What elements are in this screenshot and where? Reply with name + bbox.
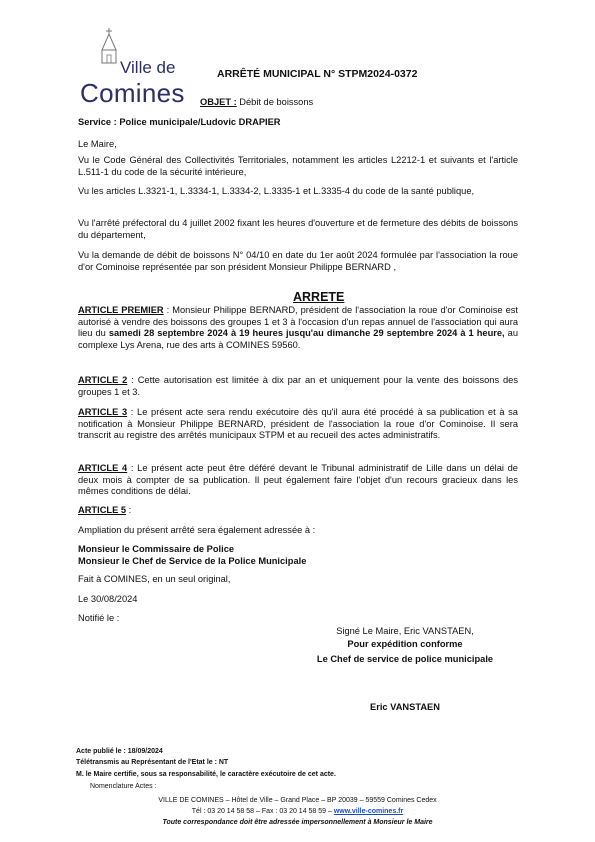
notifie: Notifié le : <box>78 613 120 623</box>
certifie: M. le Maire certifie, sous sa responsabilité, le caractère exécutoire de cet acte. <box>76 771 336 778</box>
article-1 <box>78 305 518 351</box>
arrete-heading: ARRETE <box>293 290 345 304</box>
acte-publie: Acte publié le : 18/09/2024 <box>76 748 163 755</box>
article-2 <box>78 375 518 398</box>
article-3-text: : Le présent acte sera rendu exécutoire dès qu'il aura été procédé à sa publication et à sa notification à Monsieur Philippe BERNARD, président de l'association la roue d'or Cominoise. Il sera transcrit au registre des arrêtés municipaux STPM et au recueil des actes administratifs. <box>78 407 518 441</box>
article-5 <box>78 505 518 517</box>
article-3-label: ARTICLE 3 <box>78 407 128 417</box>
considerant-1: Vu le Code Général des Collectivités Territoriales, notamment les articles L2212-1 et suivants et l'article L.511-1 du code de la sécurité intérieure, <box>78 155 518 177</box>
document-title: ARRÊTÉ MUNICIPAL N° STPM2024-0372 <box>217 68 418 80</box>
article-1-dates: samedi 28 septembre 2024 à 19 heures jusqu'au dimanche 29 septembre 2024 à 1 heure, <box>108 328 505 339</box>
article-1-text: : Monsieur Philippe BERNARD, président de l'association la roue d'or Cominoise est autorisé à vendre des boissons des groupes 1 et 3 à l'occasion d'un repas annuel de l'association qui aura lieu du <box>78 305 518 339</box>
fait-a: Fait à COMINES, en un seul original, <box>78 574 231 584</box>
article-4-text: : Le présent acte peut être déféré devant le Tribunal administratif de Lille dans un délai de deux mois à compter de sa publication. Il peut également faire l'objet d'un recours gracieux dans les mêmes conditions de délai. <box>78 463 518 497</box>
nomenclature: Nomenclature Actes : <box>90 783 157 790</box>
destinataire-2: Monsieur le Chef de Service de la Police Municipale <box>78 556 307 566</box>
logo-line2: Comines <box>80 78 185 108</box>
footer-address: VILLE DE COMINES – Hôtel de Ville – Grand Place – BP 20039 – 59559 Comines Cedex <box>158 797 437 804</box>
article-1-location: au complexe Lys Arena, rue des arts à COMINES 59560. <box>78 328 518 350</box>
article-2-label: ARTICLE 2 <box>78 375 128 385</box>
article-2-text: : Cette autorisation est limitée à dix par an et uniquement pour la vente des boissons des groupes 1 et 3. <box>78 375 518 397</box>
footer-note: Toute correspondance doit être adressée impersonnellement à Monsieur le Maire <box>162 819 433 826</box>
footer-phone: Tél : 03 20 14 58 58 – Fax : 03 20 14 58 59 – <box>191 808 334 815</box>
article-4-label: ARTICLE 4 <box>78 463 128 473</box>
article-1-label: ARTICLE PREMIER <box>78 305 164 315</box>
objet-label: OBJET : <box>200 97 237 107</box>
considerant-2: Vu les articles L.3321-1, L.3334-1, L.3334-2, L.3335-1 et L.3335-4 du code de la santé publique, <box>78 186 475 196</box>
city-logo <box>80 28 195 108</box>
logo-line1: Ville de <box>120 58 176 77</box>
le-maire: Le Maire, <box>78 139 117 149</box>
considerant-4: Vu la demande de débit de boissons N° 04/10 en date du 1er août 2024 formulée par l'association la roue d'or Cominoise représentée par son président Monsieur Philippe BERNARD , <box>78 250 518 272</box>
article-5-label: ARTICLE 5 <box>78 505 127 515</box>
destinataire-1: Monsieur le Commissaire de Police <box>78 544 235 554</box>
signature-line-1: Signé Le Maire, Eric VANSTAEN, <box>336 626 474 636</box>
church-icon <box>98 28 120 64</box>
considerant-3: Vu l'arrêté préfectoral du 4 juillet 2002 fixant les heures d'ouverture et de fermeture des débits de boissons du département, <box>78 218 518 240</box>
date: Le 30/08/2024 <box>78 594 138 604</box>
footer-contact <box>0 808 595 815</box>
signature-line-3: Le Chef de service de police municipale <box>316 654 494 664</box>
service-line: Service : Police municipale/Ludovic DRAPIER <box>78 117 281 127</box>
objet-text: Débit de boissons <box>236 97 314 107</box>
ampliation: Ampliation du présent arrêté sera également adressée à : <box>78 525 316 535</box>
signature-line-2: Pour expédition conforme <box>347 639 463 649</box>
website-link[interactable]: www.ville-comines.fr <box>333 808 404 815</box>
signature-name: Eric VANSTAEN <box>370 702 440 712</box>
article-4 <box>78 463 518 498</box>
article-5-text: : <box>126 505 132 515</box>
objet-line <box>200 97 313 107</box>
teletransmis: Télétransmis au Représentant de l'Etat le : NT <box>76 759 229 766</box>
article-3 <box>78 407 518 442</box>
